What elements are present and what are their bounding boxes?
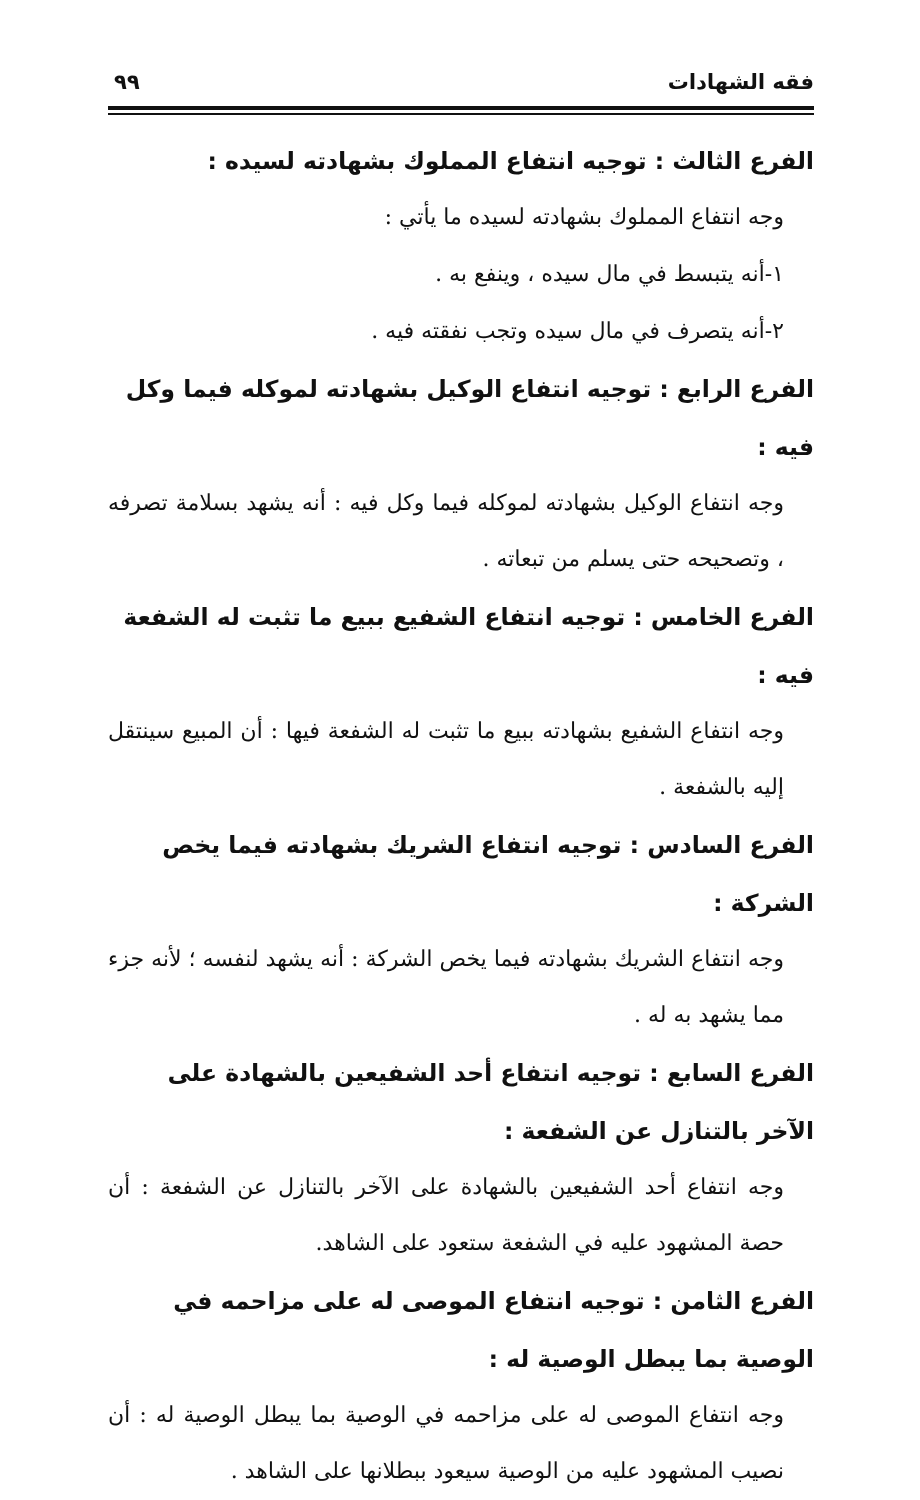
page-number: ٩٩: [114, 70, 140, 94]
section-branch-8: [108, 1272, 814, 1500]
section-heading: الفرع السادس : توجيه انتفاع الشريك بشهادته فيما يخص الشركة :: [162, 831, 814, 917]
section-heading: الفرع السابع : توجيه انتفاع أحد الشفيعين بالشهادة على الآخر بالتنازل عن الشفعة :: [167, 1059, 814, 1145]
list-item: ١-أنه يتبسط في مال سيده ، وينفع به .: [435, 262, 784, 287]
header-title: فقه الشهادات: [667, 70, 814, 94]
page-body: [108, 132, 814, 1500]
section-heading: الفرع الثالث : توجيه انتفاع المملوك بشهادته لسيده :: [207, 147, 814, 175]
section-body: وجه انتفاع الوكيل بشهادته لموكله فيما وكل فيه : أنه يشهد بسلامة تصرفه ، وتصحيحه حتى يسلم من تبعاته .: [108, 491, 784, 572]
section-heading: الفرع الخامس : توجيه انتفاع الشفيع ببيع ما تثبت له الشفعة فيه :: [123, 603, 814, 689]
section-heading: الفرع الرابع : توجيه انتفاع الوكيل بشهادته لموكله فيما وكل فيه :: [125, 375, 814, 461]
section-body: وجه انتفاع الشريك بشهادته فيما يخص الشركة : أنه يشهد لنفسه ؛ لأنه جزء مما يشهد به له .: [108, 947, 784, 1028]
section-body: وجه انتفاع أحد الشفيعين بالشهادة على الآخر بالتنازل عن الشفعة : أن حصة المشهود عليه في الشفعة ستعود على الشاهد.: [108, 1175, 784, 1256]
section-branch-6: [108, 816, 814, 1044]
section-intro: وجه انتفاع المملوك بشهادته لسيده ما يأتي :: [384, 205, 784, 230]
header-rule-thick: [108, 106, 814, 110]
list-item: ٢-أنه يتصرف في مال سيده وتجب نفقته فيه .: [371, 319, 784, 344]
section-body: وجه انتفاع الشفيع بشهادته ببيع ما تثبت له الشفعة فيها : أن المبيع سينتقل إليه بالشفعة .: [108, 719, 784, 800]
header-rule-thin: [108, 113, 814, 115]
section-branch-7: [108, 1044, 814, 1272]
section-heading: الفرع الثامن : توجيه انتفاع الموصى له على مزاحمه في الوصية بما يبطل الوصية له :: [173, 1287, 814, 1373]
section-branch-4: [108, 360, 814, 588]
section-branch-5: [108, 588, 814, 816]
running-header: [108, 66, 814, 106]
section-body: وجه انتفاع الموصى له على مزاحمه في الوصية بما يبطل الوصية له : أن نصيب المشهود عليه من الوصية سيعود ببطلانها على الشاهد .: [108, 1403, 784, 1484]
section-branch-3: [108, 132, 814, 360]
